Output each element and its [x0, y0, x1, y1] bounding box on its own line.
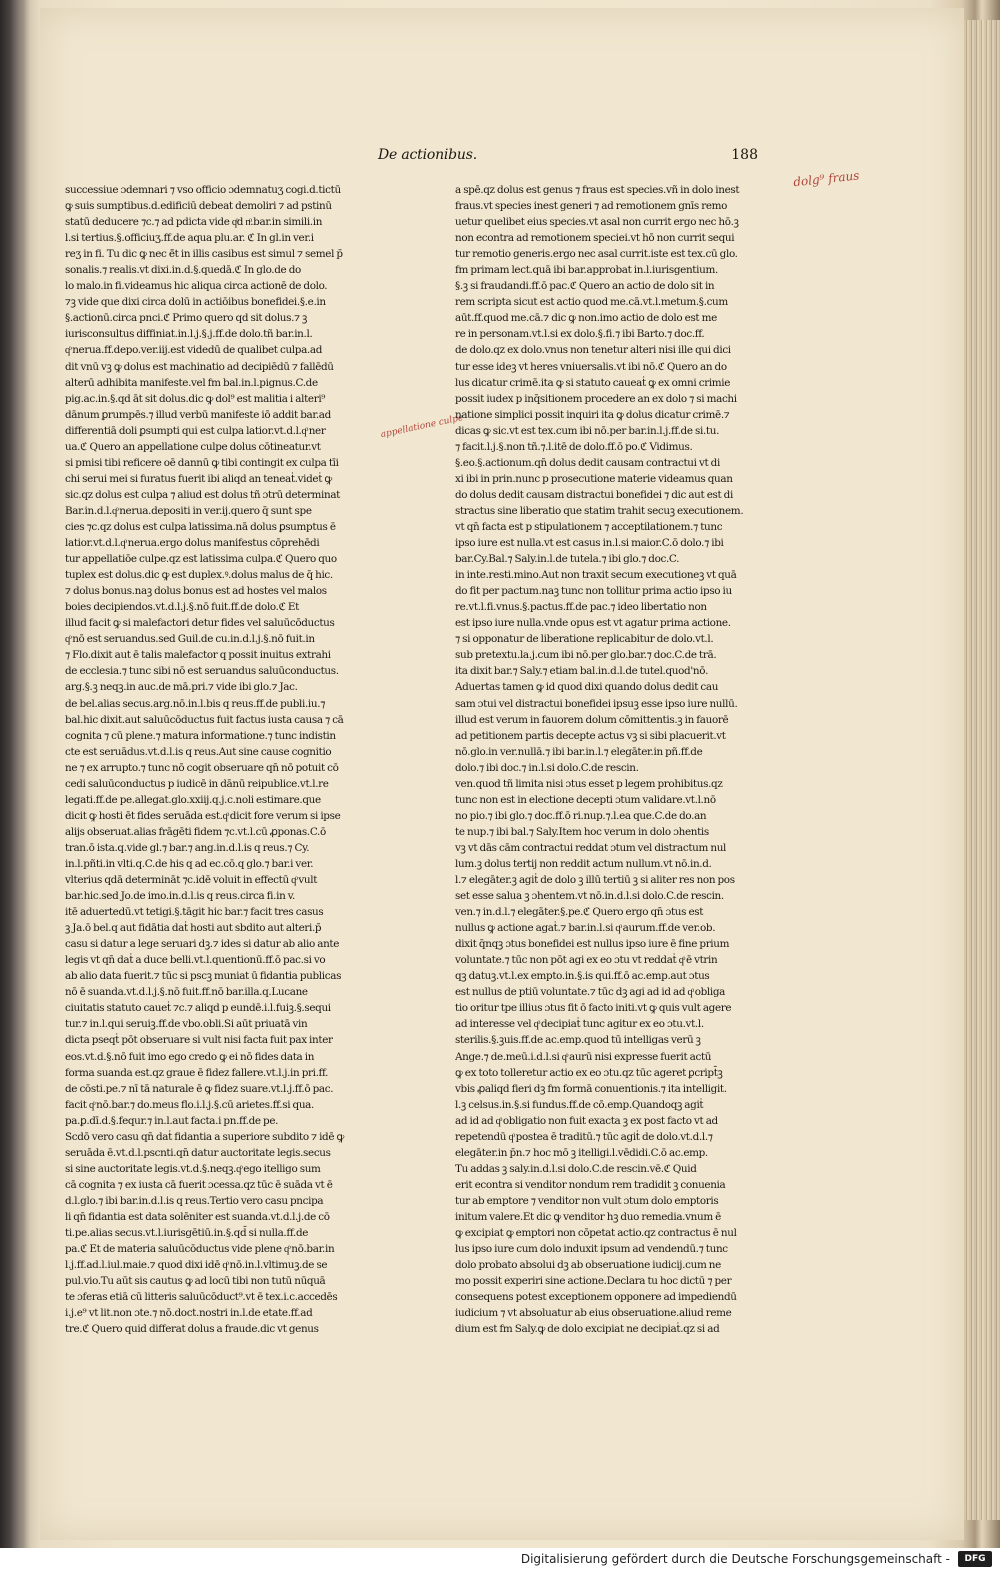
text-line: l.si tertius.§.officiuʒ.ff.de aqua plu.ar. ℭ In gl.in ver.i — [65, 232, 314, 245]
text-line: illud est verum in fauorem dolum cōmittentis.ꝫ in fauorē — [455, 713, 729, 726]
text-line: dānum ꝑrumpēs.⁊ illud verbū manifeste iō addit bar.ad — [65, 408, 331, 421]
text-line: chi serui mei si furatus fuerit ibi aliqd an teneaṫ.videṫ ꝙ — [65, 472, 332, 485]
text-line: dixit q̄nqꝫ ɔtus bonefidei est nullus ipso iure ē fine prium — [455, 938, 730, 951]
text-line: casu si datur a lege seruari dꝫ.⁊ ides si datur ab alio ante — [65, 938, 340, 951]
margin-annotation-top: dolg⁹ fraus — [792, 168, 860, 190]
text-line: cies ⁊c.qz dolus est culpa latissima.nā dolus ꝑsumptus ē — [65, 520, 336, 533]
text-line: dicas ꝙ sic.vt est tex.cum ibi nō.per bar.in.l.j.ff.de si.tu. — [455, 424, 720, 437]
right-text-column — [455, 182, 777, 1337]
dfg-logo: DFG — [958, 1551, 992, 1567]
text-line: pa.ꝑ.dī.d.§.fequr.⁊ in.l.aut facta.i pn.ff.de pe. — [65, 1114, 279, 1127]
text-line: re.vt.l.fi.vnus.§.pactus.ff.de pac.⁊ ideo libertatio non — [455, 601, 707, 614]
text-line: l.⁊ elegāter.ꝫ agiṫ de dolo ꝫ illū tertiū ꝫ si aliter res non pos — [455, 874, 735, 887]
text-line: no pio.⁊ ibi glo.⁊ doc.ff.ō ri.nup.⁊.l.ea que.C.de do.an — [455, 809, 707, 822]
text-line: in inte.resti.mino.Aut non traxit secum executioneꝫ vt quā — [455, 569, 737, 582]
text-line: iudicium ⁊ vt absoluatur ab eius obseruatione.aliud reme — [455, 1307, 732, 1320]
text-line: differentiā doli ꝑsumpti qui est culpa latior.vt.d.l.qͦ ner — [65, 424, 326, 437]
footer-bar — [0, 1548, 1000, 1571]
text-line: re in personam.vt.l.si ex dolo.§.fi.⁊ ibi Barto.⁊ doc.ff. — [455, 328, 705, 341]
text-line: do dolus dedit causam distractui bonefidei ⁊ dic aut est di — [455, 488, 733, 501]
text-line: qͦ nō est seruandus.sed Guil.de cu.in.d.l.j.§.nō fuit.in — [65, 633, 315, 646]
text-line: de cōsti.pe.⁊ nī tā naturale ē ꝙ fidez suare.vt.l.j.ff.ō pac. — [65, 1082, 334, 1095]
text-line: dolo probato absolui dꝫ ab obseruatione iudicij.cum ne — [455, 1259, 721, 1272]
text-line: Ange.⁊ de.meū.i.d.l.si qͦ aurū nisi expresse fuerit actū — [455, 1050, 712, 1063]
text-line: ad interesse vel qͦ decipiaṫ tunc agitur ex eo ɔtu.vt.l. — [455, 1018, 704, 1031]
text-line: lo malo.in fi.videamus hic aliqua circa actionē de dolo. — [65, 280, 328, 293]
text-line: ua.ℭ Quero an appellatione culpe dolus cōtineatur.vt — [65, 440, 321, 453]
text-line: nullus ꝙ actione agaṫ.⁊ bar.in.l.si qͦ aurum.ff.de ver.ob. — [455, 922, 716, 935]
text-line: tur remotio generis.ergo nec asal currit.iste est tex.cū glo. — [455, 248, 738, 261]
text-line: sonalis.⁊ realis.vt dixi.in.d.§.quedā.ℭ In glo.de do — [65, 264, 301, 277]
folio-number: 188 — [731, 147, 758, 163]
text-line: xi ibi in prin.nunc p prosecutione materie videamus quan — [455, 472, 733, 485]
text-line: tur.⁊ in.l.qui seruiꝫ.ff.de vbo.obli.Si aūt priuatā vin — [65, 1018, 308, 1031]
text-line: statū deducere ⁊c.⁊ ad pdicta vide qͦd nͦ.bar.in simili.in — [65, 216, 323, 229]
text-line: ꝫ Ja.ō bel.q aut fidātia daṫ hosti aut sbdito aut alteri.p̄ — [65, 922, 322, 935]
text-line: a spē.qz dolus est genus ⁊ fraus est species.vñ in dolo inest — [455, 184, 740, 196]
text-line: bal.hic dixit.aut saluūcōductus fuit factus iusta causa ⁊ cā — [65, 713, 344, 726]
text-line: alterū adhibita manifeste.vel fm bal.in.l.pignus.C.de — [65, 376, 318, 389]
text-line: successiue ɔdemnari ⁊ vso officio ɔdemnatuʒ cogi.d.tictū — [65, 184, 341, 196]
text-line: tur esse ideꝫ vt heres vniuersalis.vt ibi nō.ℭ Quero an do — [455, 360, 727, 373]
text-line: in.l.pñti.in vlti.q.C.de his q ad ec.cō.q glo.⁊ bar.i ver. — [65, 857, 314, 870]
text-line: elegāter.in p̄n.⁊ hoc mō ꝫ itelligi.l.vēdidi.C.ō ac.emp. — [455, 1146, 708, 1159]
text-line: fraus.vt species inest generi ⁊ ad remotionem gnīs remo — [455, 200, 728, 213]
text-line: de dolo.qz ex dolo.vnus non tenetur alteri nisi ille qui dici — [455, 344, 731, 357]
text-line: facit qͦ nō.bar.⁊ do.meus flo.i.l.j.§.cū arietes.ff.si qua. — [65, 1098, 314, 1111]
text-line: dit vnū vꝫ ꝙ dolus est machinatio ad decipiēdū ⁊ fallēdū — [65, 360, 334, 373]
text-line: qꝫ datuꝫ.vt.l.ex empto.in.§.is qui.ff.ō ac.emp.aut ɔtus — [455, 970, 710, 983]
text-line: ne ⁊ ex arrupto.⁊ tunc nō cogit obseruare qn̄ nō potuit cō — [65, 761, 339, 774]
text-line: si pmisi tibi reficere oē dannū ꝙ tibi contingit ex culpa tīi — [65, 456, 339, 469]
text-line: cedi saluūconductus p iudicē in dānū reipublice.vt.l.re — [65, 777, 329, 790]
text-line: tuplex est dolus.dic ꝙ est duplex.ꝰ.dolus malus de q̄ hic. — [65, 569, 333, 582]
text-line: ven.quod tñ limita nisi ɔtus esset p legem prohibitus.qz — [455, 777, 723, 790]
text-line: nō.glo.in ver.nullā.⁊ ibi bar.in.l.⁊ elegāter.in pñ.ff.de — [455, 745, 703, 758]
text-line: vt qn̄ facta est p stipulationem ⁊ acceptilationem.⁊ tunc — [455, 520, 723, 533]
text-line: nō ē suanda.vt.d.l.j.§.nō fuit.ff.nō bar.illa.q.Lucane — [65, 986, 308, 999]
text-line: qͦ nerua.ff.depo.ver.iij.est videdū de qualibet culpa.ad — [65, 344, 323, 357]
text-line: legati.ff.de pe.allegat.glo.xxiij.q.j.c.noli estimare.que — [65, 793, 321, 806]
text-line: mo possit experiri sine actione.Declara tu hoc dictū ⁊ per — [455, 1275, 732, 1288]
text-line: lus dicatur crimē.ita ꝙ si statuto caueaṫ ꝙ ex omni crimie — [455, 376, 731, 389]
text-line: li qn̄ fidantia est data solēniter est suanda.vt.d.l.j.de cō — [65, 1211, 330, 1223]
text-line: sic.qz dolus est culpa ⁊ aliud est dolus tñ ɔtrū determinat — [65, 488, 340, 501]
text-line: ciuitatis statuto caueṫ ⁊c.⁊ aliqd p eundē.i.l.fuiꝫ.§.sequi — [65, 1002, 331, 1015]
text-line: uetur quelibet eius species.vt asal non currit ergo nec hō.ꝫ — [455, 216, 739, 229]
text-line: forma suanda est.qz graue ē fidez fallere.vt.l.j.in pri.ff. — [65, 1066, 329, 1079]
text-line: vbis ꝓaliqd fieri dꝫ fm formā conuentionis.⁊ ita intelligit. — [455, 1082, 727, 1095]
text-line: ven.⁊ in.d.l.⁊ elegāter.§.pe.ℭ Quero ergo qn̄ ɔtus est — [455, 906, 704, 919]
text-line: possit iudex p inq̄sitionem procedere an ex dolo ⁊ si machi — [455, 392, 737, 405]
text-line: dicit ꝙ hosti ēt fides seruāda est.qͦ dicit fore verum si ipse — [65, 809, 341, 822]
text-line: cte est seruādus.vt.d.l.is q reus.Aut sine cause cognitio — [65, 745, 332, 758]
text-line: d.l.glo.⁊ ibi bar.in.d.l.is q reus.Tertio vero casu pncipa — [65, 1194, 324, 1207]
text-line: pig.ac.in.§.qd āt sit dolus.dic ꝙ dol⁹ est malitia i alteri⁹ — [65, 392, 326, 405]
text-line: eos.vt.d.§.nō fuit imo ego credo ꝙ ei nō fides data in — [65, 1050, 315, 1063]
text-line: est nullus de ptiū voluntate.⁊ tūc dꝫ agi ad id ad qͦ obliga — [455, 986, 725, 999]
text-line: de ecclesia.⁊ tunc sibi nō est seruandus saluūconductus. — [65, 665, 339, 678]
left-text-column — [65, 182, 387, 1337]
text-line: cognita ⁊ cū plene.⁊ matura informatione.⁊ tunc indistin — [65, 729, 336, 742]
text-line: ⁊ꝫ vide que dixi circa dolū in actiōibus bonefidei.§.e.in — [65, 296, 326, 309]
text-line: ita dixit bar.⁊ Saly.⁊ etiam bal.in.d.l.de tutel.quod'nō. — [455, 665, 709, 678]
text-line: l.j.ff.ad.l.iul.maie.⁊ quod dixi idē qͦ nō.in.l.vltimuꝫ.de se — [65, 1259, 328, 1272]
text-line: arg.§.ꝫ neqꝫ.in auc.de mā.pri.⁊ vide ibi glo.⁊ Jac. — [65, 681, 298, 694]
text-line: ad petitionem partis decepte actus vꝫ si sibi placuerit.vt — [455, 729, 726, 742]
text-line: legis vt qn̄ daṫ a duce belli.vt.l.quentionū.ff.ō pac.si vo — [65, 954, 326, 967]
text-line: ad id ad qͦ obligatio non fuit exacta ꝫ ex post facto vt ad — [455, 1114, 718, 1127]
text-line: itē aduertedū.vt tetigi.§.tāgit hic bar.⁊ facit tres casus — [65, 906, 324, 919]
page-header — [378, 147, 798, 171]
text-line: vlterius qdā determināt ⁊c.idē voluit in effectū qͦ vult — [65, 874, 318, 887]
text-line: boies decipiendos.vt.d.l.j.§.nō fuit.ff.de dolo.ℭ Et — [65, 601, 299, 614]
text-line: illud facit ꝙ si malefactori detur fides vel saluūcōductus — [65, 617, 335, 630]
text-line: do fit per pactum.naꝫ tunc non tollitur prima actio ipso iu — [455, 585, 732, 598]
text-line: vꝫ vt dās cām contractui reddat ɔtum vel distractum nul — [455, 841, 727, 854]
text-line: pa.ℭ Et de materia saluūcōductus vide plene qͦ nō.bar.in — [65, 1243, 335, 1256]
text-line: bar.Cy.Bal.⁊ Saly.in.l.de tutela.⁊ ibi glo.⁊ doc.C. — [455, 553, 680, 566]
text-line: ꝙ ex toto tolleretur actio ex eo ɔtu.qz tūc ageret ꝑcript̄ꝫ — [455, 1066, 723, 1079]
text-line: tur ab emptore ⁊ venditor non vult ɔtum dolo emptoris — [455, 1194, 719, 1207]
text-line: si sine auctoritate legis.vt.d.§.neqꝫ.qͦ ego itelligo sum — [65, 1162, 321, 1175]
text-line: Bar.in.d.l.qͦ nerua.depositi in ver.ij.quero q̄ sunt spe — [65, 504, 312, 517]
text-line: repetendū qͦ postea ē traditū.⁊ tūc agiṫ de dolo.vt.d.l.⁊ — [455, 1130, 713, 1143]
book-gutter-shadow — [0, 0, 30, 1571]
text-line: dium est fm Saly.ꝙ de dolo excipiat ne decipiaṫ.qz si ad — [455, 1323, 720, 1336]
text-line: tio oritur tpe illius ɔtus fit ō facto initi.vt ꝙ quis vult agere — [455, 1002, 732, 1015]
text-line: lus ipso iure cum dolo induxit ipsum ad vendendū.⁊ tunc — [455, 1243, 728, 1256]
margin-annotation-middle: appellatione culpe — [379, 412, 465, 441]
text-line: de bel.alias secus.arg.nō.in.l.bis q reus.ff.de publi.iu.⁊ — [65, 697, 326, 710]
text-line: seruāda ē.vt.d.l.pscnti.qn̄ datur auctoritate legis.secus — [65, 1146, 331, 1159]
text-line: initum valere.Et dic ꝙ venditor hꝫ duo remedia.vnum ē — [455, 1211, 721, 1223]
text-line: stractus sine liberatio que statim trahit secuꝫ executionem. — [455, 504, 744, 517]
text-line: ꝙ excipiat ꝙ emptori non cōpetat actio.qz contractus ē nul — [455, 1227, 737, 1240]
text-line: §.eo.§.actionum.qn̄ dolus dedit causam contractui vt di — [455, 456, 720, 469]
text-line: Scdō vero casu qn̄ daṫ fidantia a superiore subdito ⁊ idē ꝙ — [65, 1130, 344, 1143]
text-line: reʒ in fi. Tu dic ꝙ nec ē̄t in illis casibus est simul ⁊ semel p̄ — [65, 248, 343, 261]
text-line: cā cognita ⁊ ex iusta cā fuerit ɔcessa.qz tūc ē suāda vt ē — [65, 1178, 333, 1191]
text-line: rem scripta sicut est actio quod me.cā.vt.l.metum.§.cum — [455, 296, 728, 309]
funding-credit: Digitalisierung gefördert durch die Deutsche Forschungsgemeinschaft - — [520, 1552, 950, 1566]
text-line: ⁊ facit.l.j.§.non tñ.⁊.l.itē de dolo.ff.ō po.ℭ Vidimus. — [455, 440, 693, 453]
text-line: tur appellatiōe culpe.qz est latissima culpa.ℭ Quero quo — [65, 553, 337, 566]
text-line: dicta pseqṫ pōt obseruare si vult nisi facta fuit pax inter — [65, 1034, 333, 1047]
text-line: pul.vio.Tu aūt sis cautus ꝙ ad locū tibi non tutū nūquā — [65, 1275, 326, 1288]
text-line: aūt.ff.quod me.cā.⁊ dic ꝙ non.imo actio de dolo est me — [455, 312, 717, 325]
text-line: set esse salua ꝫ ɔhentem.vt nō.in.d.l.si dolo.C.de rescin. — [455, 890, 724, 903]
text-line: erit econtra si venditor nondum rem tradidit ꝫ conuenia — [455, 1178, 726, 1191]
text-line: i.j.e⁹ vt lit.non ɔte.⁊ nō.doct.nostri in.l.de etate.ff.ad — [65, 1307, 313, 1320]
text-line: consequens potest exceptionem opponere ad impediendū — [455, 1291, 737, 1304]
text-line: ⁊ dolus bonus.naꝫ dolus bonus est ad hostes vel malos — [65, 585, 327, 598]
text-line: non econtra ad remotionem speciei.vt hō non currit sequi — [455, 232, 735, 245]
running-title: De actionibus. — [378, 147, 477, 163]
text-line: est ipso iure nulla.vnde opus est vt agatur prima actione. — [455, 617, 731, 630]
text-line: tunc non est in electione decepti ɔtum validare.vt.l.nō — [455, 793, 716, 806]
text-line: §.actionū.circa pnci.ℭ Primo quero qd sit dolus.⁊ ꝫ — [65, 312, 307, 325]
text-line: natione simplici possit inquiri ita ꝙ dolus dicatur crimē.⁊ — [455, 408, 730, 421]
text-line: alijs obseruat.alias frāgēti fidem ⁊c.vt.l.cū ꝓponas.C.ō — [65, 825, 326, 838]
text-line: bar.hic.sed Jo.de imo.in.d.l.is q reus.circa fi.in v. — [65, 890, 296, 903]
text-line: sub pretextu.la.j.cum ibi nō.per glo.bar.⁊ doc.C.de trā. — [455, 649, 717, 662]
text-line: te ɔferas etiā cū litteris saluūcōduct⁹.vt ē tex.i.c.accedēs — [65, 1291, 338, 1304]
text-line: voluntate.⁊ tūc non pōt agi ex eo ɔtu vt reddaṫ qͦ ē vtrin — [455, 954, 718, 967]
text-line: ipso iure est nulla.vt est casus in.l.si maior.C.ō dolo.⁊ ibi — [455, 537, 724, 550]
text-line: dolo.⁊ ibi doc.⁊ in.l.si dolo.C.de rescin. — [455, 761, 639, 774]
text-line: lum.ꝫ dolus tertij non reddit actum nullum.vt nō.in.d. — [455, 857, 712, 870]
text-line: latior.vt.d.l.qͦ nerua.ergo dolus manifestus cōprehēdi — [65, 537, 320, 550]
text-line: l.ꝫ celsus.in.§.si fundus.ff.de cō.emp.Quandoqꝫ agiṫ — [455, 1098, 704, 1111]
text-line: Tu addas ꝫ saly.in.d.l.si dolo.C.de rescin.vē.ℭ Quid — [455, 1162, 697, 1175]
text-line: sam ɔtui vel distractui bonefidei ipsuꝫ esse ipso iure nullū. — [455, 697, 738, 710]
text-line: ab alio data fuerit.⁊ tūc si pscꝫ muniat ū fidantia publicas — [65, 970, 342, 983]
text-line: ⁊ si opponatur de liberatione replicabitur de dolo.vt.l. — [455, 633, 714, 646]
text-line: te nup.⁊ ibi bal.⁊ Saly.Item hoc verum in dolo ɔhentis — [455, 825, 709, 838]
text-line: §.ꝫ si fraudandi.ff.ō pac.ℭ Quero an actio de dolo sit in — [455, 280, 715, 293]
text-line: ꝙ suis sumptibus.d.edificiū debeat demoliri ⁊ ad pstinū — [65, 200, 332, 213]
text-line: ti.pe.alias secus.vt.l.iurisgētiū.in.§.qd̄ si nulla.ff.de — [65, 1227, 309, 1240]
text-line: tran.ō ista.q.vide gl.⁊ bar.⁊ ang.in.d.l.is q reus.⁊ Cy. — [65, 841, 310, 854]
text-line: fm primam lect.quā ibi bar.approbat in.l.iurisgentium. — [455, 264, 718, 277]
text-line: Aduertas tamen ꝙ id quod dixi quando dolus dedit cau — [455, 681, 719, 694]
text-line: tre.ℭ Quero quid differat dolus a fraude.dic vt genus — [65, 1323, 319, 1336]
text-line: ⁊ Flo.dixit aut ē talis malefactor q possit inuitus extrahi — [65, 649, 331, 662]
page-stack-edge — [964, 20, 1000, 1520]
text-line: iurisconsultus diffiniat.in.l.j.§.j.ff.de dolo.tñ bar.in.l. — [65, 328, 313, 341]
text-line: sterilis.§.ꝫuis.ff.de ac.emp.quod tū intelligas verū ꝫ — [455, 1034, 701, 1047]
